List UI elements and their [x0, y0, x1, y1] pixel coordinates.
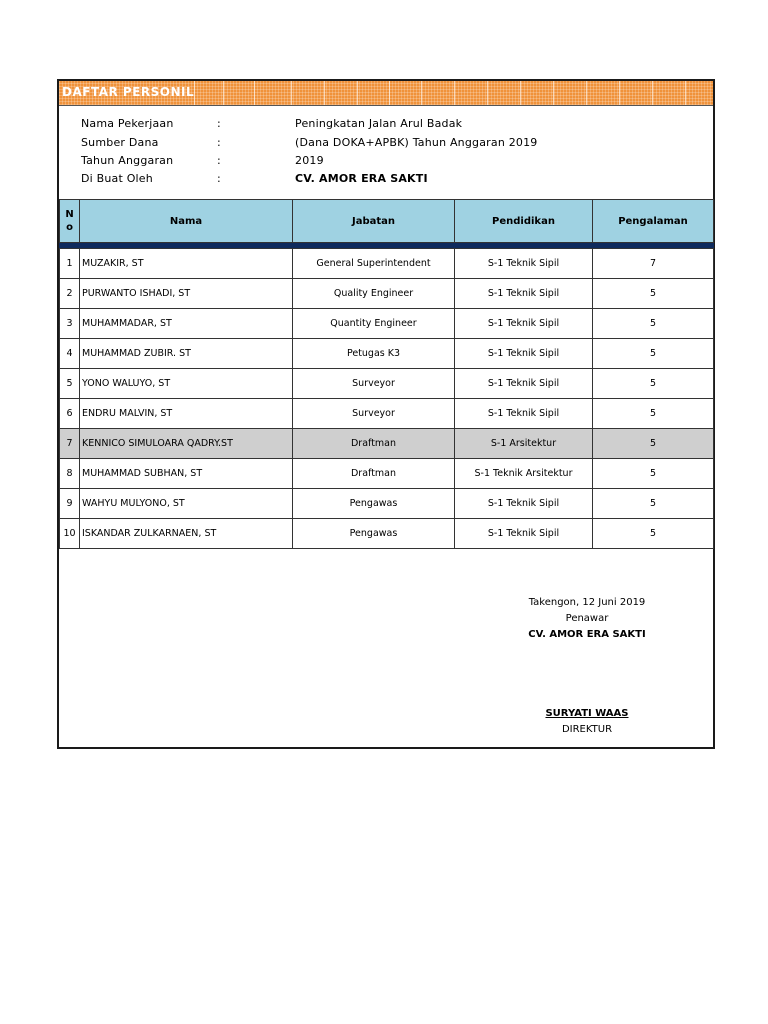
cell-position: Surveyor [293, 369, 455, 399]
cell-no: 6 [60, 399, 80, 429]
title-bar-divider [254, 81, 255, 105]
title-bar-divider [389, 81, 390, 105]
table-row [60, 339, 714, 369]
title-bar-divider [291, 81, 292, 105]
info-label-project: Nama Pekerjaan [81, 117, 174, 130]
column-header-no-line1: N [65, 209, 74, 220]
cell-position: Quantity Engineer [293, 309, 455, 339]
cell-experience: 5 [593, 489, 714, 519]
table-row [60, 489, 714, 519]
cell-experience: 5 [593, 429, 714, 459]
cell-experience: 5 [593, 339, 714, 369]
title-bar-divider [194, 81, 195, 105]
cell-no: 10 [60, 519, 80, 549]
document-sheet [57, 79, 715, 749]
title-bar [59, 81, 713, 106]
table-row [60, 459, 714, 489]
title-bar-divider [357, 81, 358, 105]
cell-education: S-1 Arsitektur [455, 429, 593, 459]
info-colon: : [217, 136, 221, 149]
cell-name: MUHAMMADAR, ST [80, 309, 293, 339]
title-bar-divider [454, 81, 455, 105]
signature-place-date: Takengon, 12 Juni 2019 [528, 597, 646, 608]
cell-name: MUHAMMAD SUBHAN, ST [80, 459, 293, 489]
cell-experience: 5 [593, 309, 714, 339]
personnel-table [59, 199, 714, 549]
cell-education: S-1 Teknik Sipil [455, 249, 593, 279]
cell-education: S-1 Teknik Sipil [455, 279, 593, 309]
cell-position: Petugas K3 [293, 339, 455, 369]
signature-title: DIREKTUR [561, 724, 613, 735]
column-header-no-line2: o [66, 222, 73, 233]
cell-no: 3 [60, 309, 80, 339]
title-bar-divider [553, 81, 554, 105]
title-bar-divider [652, 81, 653, 105]
cell-education: S-1 Teknik Sipil [455, 399, 593, 429]
table-row [60, 249, 714, 279]
info-colon: : [217, 172, 221, 185]
column-header-education: Pendidikan [455, 200, 593, 243]
table-row [60, 369, 714, 399]
title-bar-divider [421, 81, 422, 105]
cell-position: Quality Engineer [293, 279, 455, 309]
column-header-name: Nama [80, 200, 293, 243]
cell-name: MUHAMMAD ZUBIR. ST [80, 339, 293, 369]
table-header-row [60, 200, 714, 243]
cell-experience: 5 [593, 399, 714, 429]
info-colon: : [217, 117, 221, 130]
title-bar-divider [619, 81, 620, 105]
cell-position: Pengawas [293, 519, 455, 549]
cell-education: S-1 Teknik Sipil [455, 369, 593, 399]
title-bar-divider [324, 81, 325, 105]
info-label-budget-year: Tahun Anggaran [81, 154, 174, 167]
document-title: DAFTAR PERSONIL [62, 85, 195, 99]
cell-education: S-1 Teknik Sipil [455, 519, 593, 549]
cell-position: Draftman [293, 459, 455, 489]
cell-no: 9 [60, 489, 80, 519]
cell-name: ENDRU MALVIN, ST [80, 399, 293, 429]
column-header-experience: Pengalaman [593, 200, 714, 243]
cell-name: ISKANDAR ZULKARNAEN, ST [80, 519, 293, 549]
cell-name: MUZAKIR, ST [80, 249, 293, 279]
title-bar-divider [586, 81, 587, 105]
column-header-no [60, 200, 80, 243]
cell-position: Draftman [293, 429, 455, 459]
table-row [60, 519, 714, 549]
cell-experience: 7 [593, 249, 714, 279]
cell-name: KENNICO SIMULOARA QADRY.ST [80, 429, 293, 459]
cell-education: S-1 Teknik Sipil [455, 339, 593, 369]
cell-education: S-1 Teknik Sipil [455, 489, 593, 519]
cell-experience: 5 [593, 279, 714, 309]
title-bar-divider [520, 81, 521, 105]
info-label-prepared-by: Di Buat Oleh [81, 172, 153, 185]
cell-position: Surveyor [293, 399, 455, 429]
table-row-highlighted [60, 429, 714, 459]
info-value-funding: (Dana DOKA+APBK) Tahun Anggaran 2019 [295, 136, 538, 149]
info-value-project: Peningkatan Jalan Arul Badak [295, 117, 463, 130]
cell-no: 1 [60, 249, 80, 279]
table-row [60, 399, 714, 429]
info-colon: : [217, 154, 221, 167]
table-row [60, 279, 714, 309]
cell-experience: 5 [593, 459, 714, 489]
title-bar-divider [487, 81, 488, 105]
signature-role: Penawar [565, 613, 609, 624]
cell-no: 2 [60, 279, 80, 309]
cell-name: PURWANTO ISHADI, ST [80, 279, 293, 309]
column-header-position: Jabatan [293, 200, 455, 243]
cell-name: WAHYU MULYONO, ST [80, 489, 293, 519]
cell-name: YONO WALUYO, ST [80, 369, 293, 399]
cell-position: General Superintendent [293, 249, 455, 279]
signature-name: SURYATI WAAS [545, 708, 629, 719]
cell-no: 5 [60, 369, 80, 399]
info-value-prepared-by: CV. AMOR ERA SAKTI [295, 172, 428, 185]
signature-company: CV. AMOR ERA SAKTI [528, 629, 646, 640]
table-row [60, 309, 714, 339]
info-label-funding: Sumber Dana [81, 136, 159, 149]
cell-experience: 5 [593, 369, 714, 399]
cell-education: S-1 Teknik Sipil [455, 309, 593, 339]
cell-experience: 5 [593, 519, 714, 549]
cell-no: 8 [60, 459, 80, 489]
cell-no: 4 [60, 339, 80, 369]
cell-position: Pengawas [293, 489, 455, 519]
info-value-budget-year: 2019 [295, 154, 324, 167]
cell-education: S-1 Teknik Arsitektur [455, 459, 593, 489]
signature-name-wrapper [459, 708, 715, 719]
cell-no: 7 [60, 429, 80, 459]
title-bar-divider [223, 81, 224, 105]
title-bar-divider [685, 81, 686, 105]
